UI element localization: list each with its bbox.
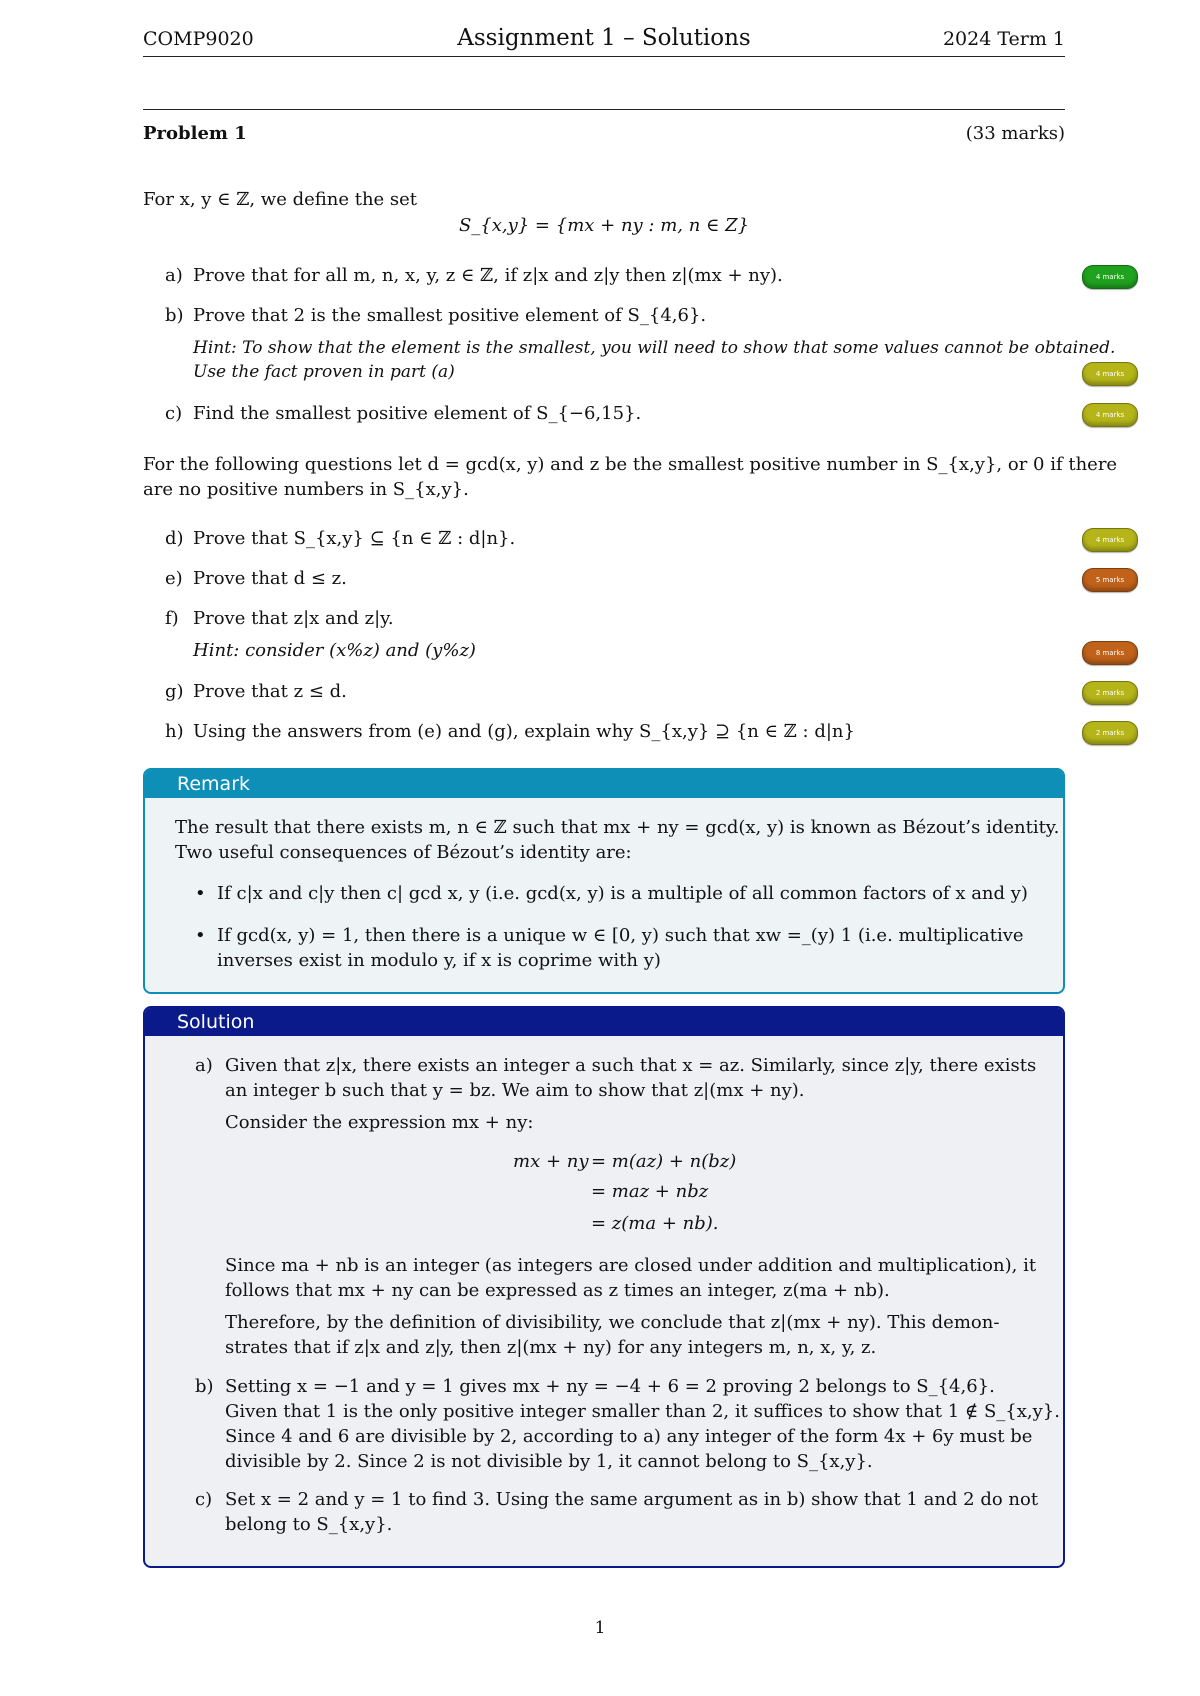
part-label: c)	[165, 403, 183, 424]
equation-rhs: = z(ma + nb).	[591, 1213, 719, 1234]
remark-box	[143, 768, 1065, 994]
part-text: Prove that z|x and z|y.	[193, 608, 394, 629]
part-text: Prove that for all m, n, x, y, z ∈ ℤ, if z|x and z|y then z|(mx + ny).	[193, 265, 783, 286]
problem-heading: Problem 1	[143, 123, 247, 144]
part-text: Prove that 2 is the smallest positive element of S_{4,6}.	[193, 305, 707, 326]
solution-line: Setting x = −1 and y = 1 gives mx + ny = −4 + 6 = 2 proving 2 belongs to S_{4,6}.	[225, 1376, 995, 1397]
hint-b-line1: Hint: To show that the element is the smallest, you will need to show that some values cannot be obtained.	[193, 338, 1116, 358]
page-header	[143, 26, 1065, 57]
marks-badge: 5 marks	[1082, 568, 1138, 592]
marks-badge: 2 marks	[1082, 681, 1138, 705]
part-f	[165, 607, 1040, 631]
part-d	[165, 527, 1040, 551]
solution-line: Since ma + nb is an integer (as integers are closed under addition and multiplication), it	[225, 1255, 1037, 1276]
remark-bullet	[195, 924, 1024, 948]
hint-f: Hint: consider (x%z) and (y%z)	[193, 640, 476, 661]
solution-line: follows that mx + ny can be expressed as z times an integer, z(ma + nb).	[225, 1280, 890, 1301]
part-b	[165, 304, 1040, 328]
marks-badge: 4 marks	[1082, 265, 1138, 289]
set-definition: S_{x,y} = {mx + ny : m, n ∈ Z}	[458, 215, 750, 236]
remark-line: The result that there exists m, n ∈ ℤ such that mx + ny = gcd(x, y) is known as Bézout’s identity.	[175, 817, 1060, 838]
bullet-text-cont: inverses exist in modulo y, if x is coprime with y)	[217, 950, 661, 971]
paragraph-line: are no positive numbers in S_{x,y}.	[143, 479, 469, 500]
intro-text: For x, y ∈ ℤ, we define the set	[143, 189, 418, 210]
problem-title	[143, 122, 1065, 146]
equation-rhs: = maz + nbz	[591, 1181, 709, 1202]
paragraph-line: For the following questions let d = gcd(x, y) and z be the smallest positive number in S_{x,y}, or 0 if there	[143, 454, 1118, 475]
part-text: Find the smallest positive element of S_{−6,15}.	[193, 403, 642, 424]
remark-bullet	[195, 882, 1028, 906]
bullet-icon: •	[195, 925, 206, 946]
solution-label-c: c)	[195, 1489, 213, 1510]
part-label: g)	[165, 681, 184, 702]
marks-badge: 8 marks	[1082, 641, 1138, 665]
part-h	[165, 720, 1040, 744]
bullet-text: If c|x and c|y then c| gcd x, y (i.e. gcd(x, y) is a multiple of all common factors of x and y)	[217, 883, 1028, 904]
part-label: f)	[165, 608, 179, 629]
solution-title: Solution	[145, 1008, 1063, 1036]
part-c	[165, 402, 1040, 426]
solution-line: Given that z|x, there exists an integer a such that x = az. Similarly, since z|y, there exists	[225, 1055, 1037, 1076]
part-label: e)	[165, 568, 183, 589]
equation-lhs: mx + ny	[513, 1151, 589, 1172]
solution-line: belong to S_{x,y}.	[225, 1514, 393, 1535]
solution-line: Set x = 2 and y = 1 to find 3. Using the same argument as in b) show that 1 and 2 do not	[225, 1489, 1039, 1510]
solution-line: Given that 1 is the only positive integer smaller than 2, it suffices to show that 1 ∉ S_{x,y}.	[225, 1401, 1060, 1422]
solution-label-a: a)	[195, 1055, 213, 1076]
part-e	[165, 567, 1040, 591]
part-label: d)	[165, 528, 184, 549]
page-number: 1	[594, 1618, 606, 1638]
solution-line: strates that if z|x and z|y, then z|(mx + ny) for any integers m, n, x, y, z.	[225, 1337, 877, 1358]
solution-line: Consider the expression mx + ny:	[225, 1112, 534, 1133]
remark-line: Two useful consequences of Bézout’s identity are:	[175, 842, 632, 863]
solution-label-b: b)	[195, 1376, 214, 1397]
part-label: b)	[165, 305, 184, 326]
marks-badge: 2 marks	[1082, 721, 1138, 745]
problem-marks: (33 marks)	[965, 123, 1065, 144]
hint-b-line2: Use the fact proven in part (a)	[193, 362, 455, 382]
bullet-icon: •	[195, 883, 206, 904]
remark-title: Remark	[145, 770, 1063, 798]
part-text: Prove that d ≤ z.	[193, 568, 347, 589]
part-label: h)	[165, 721, 184, 742]
solution-line: divisible by 2. Since 2 is not divisible by 1, it cannot belong to S_{x,y}.	[225, 1451, 873, 1472]
part-g	[165, 680, 1040, 704]
marks-badge: 4 marks	[1082, 403, 1138, 427]
part-text: Using the answers from (e) and (g), explain why S_{x,y} ⊇ {n ∈ ℤ : d|n}	[193, 721, 855, 742]
part-label: a)	[165, 265, 183, 286]
document-title: Assignment 1 – Solutions	[457, 25, 751, 51]
part-text: Prove that S_{x,y} ⊆ {n ∈ ℤ : d|n}.	[193, 528, 516, 549]
equation-rhs: = m(az) + n(bz)	[591, 1151, 737, 1172]
part-text: Prove that z ≤ d.	[193, 681, 347, 702]
marks-badge: 4 marks	[1082, 362, 1138, 386]
bullet-text: If gcd(x, y) = 1, then there is a unique w ∈ [0, y) such that xw =_(y) 1 (i.e. multiplicative	[217, 925, 1024, 946]
term-label: 2024 Term 1	[942, 28, 1065, 50]
section-divider	[143, 109, 1065, 110]
marks-badge: 4 marks	[1082, 528, 1138, 552]
part-a	[165, 264, 1040, 288]
solution-line: Since 4 and 6 are divisible by 2, according to a) any integer of the form 4x + 6y must be	[225, 1426, 1033, 1447]
solution-line: Therefore, by the definition of divisibility, we conclude that z|(mx + ny). This demon-	[225, 1312, 1000, 1333]
course-code: COMP9020	[143, 28, 254, 50]
solution-box	[143, 1006, 1065, 1568]
solution-line: an integer b such that y = bz. We aim to show that z|(mx + ny).	[225, 1080, 805, 1101]
